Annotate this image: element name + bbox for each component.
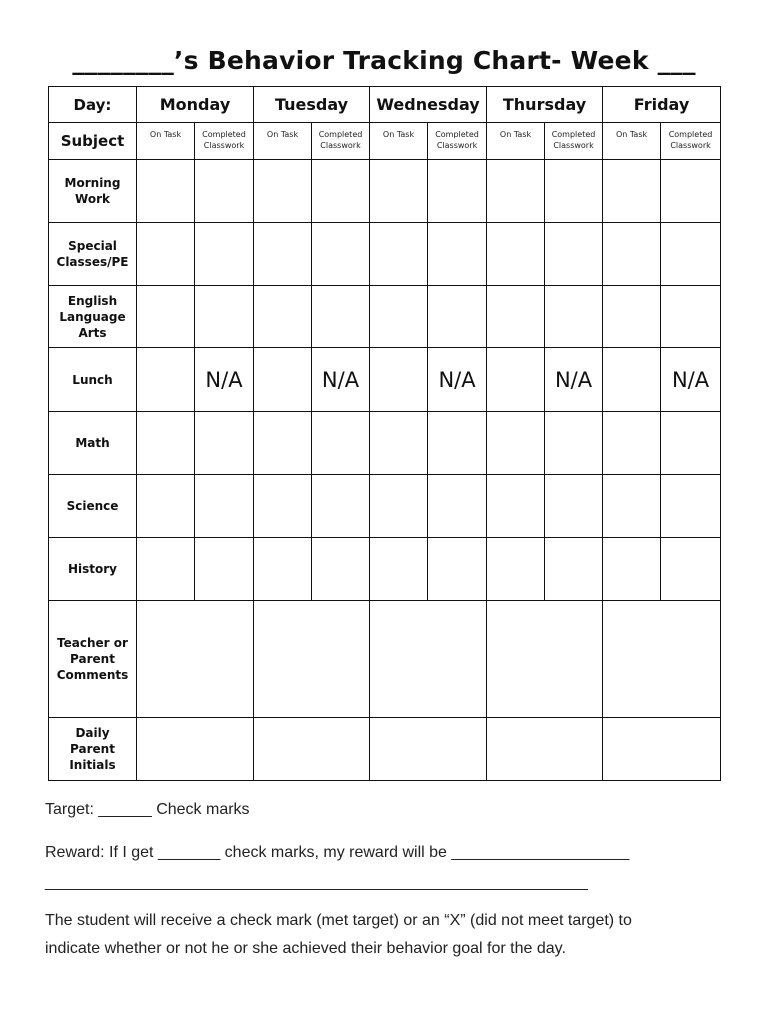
on-task-cell[interactable] bbox=[137, 223, 195, 286]
subject-row-label-line: Arts bbox=[78, 325, 107, 340]
completed-classwork-cell[interactable] bbox=[312, 538, 370, 601]
target-line: Target: ______ Check marks bbox=[45, 801, 250, 818]
on-task-cell[interactable] bbox=[137, 412, 195, 475]
completed-classwork-header: Completed Classwork bbox=[428, 123, 487, 160]
completed-classwork-header: Completed Classwork bbox=[661, 123, 721, 160]
subject-label: Subject bbox=[49, 123, 137, 160]
subject-row-label-line: Science bbox=[66, 499, 119, 513]
completed-classwork-cell: N/A bbox=[312, 348, 370, 412]
completed-classwork-header: Completed Classwork bbox=[195, 123, 254, 160]
completed-classwork-cell[interactable] bbox=[661, 286, 721, 348]
completed-classwork-cell[interactable] bbox=[312, 160, 370, 223]
completed-classwork-header: Completed Classwork bbox=[545, 123, 603, 160]
completed-classwork-cell[interactable] bbox=[661, 223, 721, 286]
subject-row-label bbox=[49, 286, 137, 348]
on-task-cell[interactable] bbox=[137, 475, 195, 538]
on-task-cell[interactable] bbox=[603, 412, 661, 475]
comment-cell[interactable] bbox=[137, 601, 254, 718]
on-task-cell[interactable] bbox=[487, 348, 545, 412]
initials-cell[interactable] bbox=[370, 718, 487, 781]
initials-cell[interactable] bbox=[254, 718, 370, 781]
behavior-tracking-table bbox=[48, 86, 721, 781]
on-task-cell[interactable] bbox=[370, 223, 428, 286]
reward-blank-line: _____________________________________________________________ bbox=[45, 874, 588, 891]
completed-classwork-cell[interactable] bbox=[545, 412, 603, 475]
completed-classwork-cell[interactable] bbox=[195, 223, 254, 286]
on-task-header: On Task bbox=[137, 123, 195, 160]
on-task-cell[interactable] bbox=[370, 286, 428, 348]
day-thursday: Thursday bbox=[487, 87, 603, 123]
on-task-header: On Task bbox=[603, 123, 661, 160]
day-friday: Friday bbox=[603, 87, 721, 123]
on-task-cell[interactable] bbox=[487, 160, 545, 223]
on-task-cell[interactable] bbox=[137, 348, 195, 412]
completed-classwork-cell: N/A bbox=[545, 348, 603, 412]
on-task-cell[interactable] bbox=[487, 538, 545, 601]
subject-row bbox=[49, 475, 721, 538]
chart-title: ________’s Behavior Tracking Chart- Week ___ bbox=[72, 46, 696, 75]
on-task-cell[interactable] bbox=[370, 412, 428, 475]
completed-classwork-cell[interactable] bbox=[312, 223, 370, 286]
completed-classwork-cell[interactable] bbox=[545, 475, 603, 538]
completed-classwork-header: Completed Classwork bbox=[312, 123, 370, 160]
on-task-cell[interactable] bbox=[254, 412, 312, 475]
on-task-cell[interactable] bbox=[254, 160, 312, 223]
initials-cell[interactable] bbox=[137, 718, 254, 781]
subject-row-label-line: Work bbox=[75, 192, 110, 206]
completed-classwork-cell[interactable] bbox=[195, 475, 254, 538]
on-task-cell[interactable] bbox=[603, 286, 661, 348]
completed-classwork-cell[interactable] bbox=[545, 223, 603, 286]
completed-classwork-cell[interactable] bbox=[661, 538, 721, 601]
instructions-line-2: indicate whether or not he or she achieved their behavior goal for the day. bbox=[45, 940, 566, 957]
on-task-cell[interactable] bbox=[603, 223, 661, 286]
comment-cell[interactable] bbox=[370, 601, 487, 718]
subject-row bbox=[49, 223, 721, 286]
subject-row-label-line: English bbox=[67, 293, 118, 308]
on-task-header: On Task bbox=[487, 123, 545, 160]
on-task-cell[interactable] bbox=[137, 538, 195, 601]
subject-row-label-line: Parent bbox=[70, 652, 115, 666]
subject-row bbox=[49, 160, 721, 223]
day-tuesday: Tuesday bbox=[254, 87, 370, 123]
on-task-cell[interactable] bbox=[254, 348, 312, 412]
on-task-cell[interactable] bbox=[603, 538, 661, 601]
initials-cell[interactable] bbox=[603, 718, 721, 781]
subject-row bbox=[49, 286, 721, 348]
subject-row-label bbox=[49, 601, 137, 718]
on-task-cell[interactable] bbox=[370, 538, 428, 601]
subject-row-label bbox=[49, 475, 137, 538]
on-task-cell[interactable] bbox=[370, 348, 428, 412]
completed-classwork-cell[interactable] bbox=[661, 412, 721, 475]
completed-classwork-cell[interactable] bbox=[545, 160, 603, 223]
day-monday: Monday bbox=[137, 87, 254, 123]
completed-classwork-cell[interactable] bbox=[545, 286, 603, 348]
on-task-cell[interactable] bbox=[487, 286, 545, 348]
day-header-row bbox=[49, 87, 721, 123]
on-task-header: On Task bbox=[254, 123, 312, 160]
comment-cell[interactable] bbox=[603, 601, 721, 718]
subject-row-label bbox=[49, 412, 137, 475]
subject-row-label-line: Classes/PE bbox=[56, 255, 129, 269]
completed-classwork-cell[interactable] bbox=[545, 538, 603, 601]
on-task-cell[interactable] bbox=[603, 160, 661, 223]
completed-classwork-cell[interactable] bbox=[195, 538, 254, 601]
completed-classwork-cell[interactable] bbox=[661, 475, 721, 538]
subject-row-label-line: Math bbox=[75, 436, 110, 450]
initials-cell[interactable] bbox=[487, 718, 603, 781]
on-task-cell[interactable] bbox=[603, 348, 661, 412]
subject-row-label-line: Comments bbox=[56, 668, 129, 682]
on-task-header: On Task bbox=[370, 123, 428, 160]
on-task-cell[interactable] bbox=[254, 286, 312, 348]
subject-row-label-line: Lunch bbox=[72, 372, 113, 387]
on-task-cell[interactable] bbox=[137, 286, 195, 348]
on-task-cell[interactable] bbox=[254, 475, 312, 538]
day-wednesday: Wednesday bbox=[370, 87, 487, 123]
subject-row-label bbox=[49, 718, 137, 781]
completed-classwork-cell[interactable] bbox=[428, 286, 487, 348]
subject-row-label-line: Special bbox=[68, 239, 117, 253]
on-task-cell[interactable] bbox=[370, 475, 428, 538]
completed-classwork-cell: N/A bbox=[195, 348, 254, 412]
subject-row-label-line: Language bbox=[59, 309, 126, 324]
completed-classwork-cell[interactable] bbox=[428, 538, 487, 601]
completed-classwork-cell[interactable] bbox=[195, 160, 254, 223]
completed-classwork-cell[interactable] bbox=[195, 286, 254, 348]
on-task-cell[interactable] bbox=[137, 160, 195, 223]
subject-row-label-line: Initials bbox=[69, 758, 116, 772]
subject-row-label bbox=[49, 348, 137, 412]
subject-row-label-line: Parent bbox=[70, 742, 115, 756]
on-task-cell[interactable] bbox=[487, 223, 545, 286]
subject-row bbox=[49, 348, 721, 412]
completed-classwork-cell: N/A bbox=[428, 348, 487, 412]
subject-row bbox=[49, 601, 721, 718]
on-task-cell[interactable] bbox=[370, 160, 428, 223]
subject-row-label bbox=[49, 160, 137, 223]
subject-row-label bbox=[49, 538, 137, 601]
completed-classwork-cell[interactable] bbox=[312, 286, 370, 348]
subject-header-row bbox=[49, 123, 721, 160]
subject-row-label bbox=[49, 223, 137, 286]
completed-classwork-cell[interactable] bbox=[428, 475, 487, 538]
completed-classwork-cell[interactable] bbox=[312, 475, 370, 538]
on-task-cell[interactable] bbox=[603, 475, 661, 538]
reward-line: Reward: If I get _______ check marks, my reward will be ____________________ bbox=[45, 844, 630, 861]
day-label: Day: bbox=[49, 87, 137, 123]
completed-classwork-cell: N/A bbox=[661, 348, 721, 412]
on-task-cell[interactable] bbox=[254, 538, 312, 601]
comment-cell[interactable] bbox=[487, 601, 603, 718]
subject-row bbox=[49, 412, 721, 475]
completed-classwork-cell[interactable] bbox=[661, 160, 721, 223]
completed-classwork-cell[interactable] bbox=[312, 412, 370, 475]
completed-classwork-cell[interactable] bbox=[195, 412, 254, 475]
on-task-cell[interactable] bbox=[487, 475, 545, 538]
subject-row bbox=[49, 538, 721, 601]
subject-row bbox=[49, 718, 721, 781]
subject-row-label-line: Morning bbox=[64, 176, 121, 190]
completed-classwork-cell[interactable] bbox=[428, 160, 487, 223]
comment-cell[interactable] bbox=[254, 601, 370, 718]
instructions-line-1: The student will receive a check mark (met target) or an “X” (did not meet target) to bbox=[45, 912, 632, 929]
completed-classwork-cell[interactable] bbox=[428, 412, 487, 475]
on-task-cell[interactable] bbox=[254, 223, 312, 286]
subject-row-label-line: Daily bbox=[75, 726, 110, 740]
completed-classwork-cell[interactable] bbox=[428, 223, 487, 286]
subject-row-label-line: History bbox=[67, 562, 118, 576]
subject-row-label-line: Teacher or bbox=[57, 636, 128, 650]
on-task-cell[interactable] bbox=[487, 412, 545, 475]
